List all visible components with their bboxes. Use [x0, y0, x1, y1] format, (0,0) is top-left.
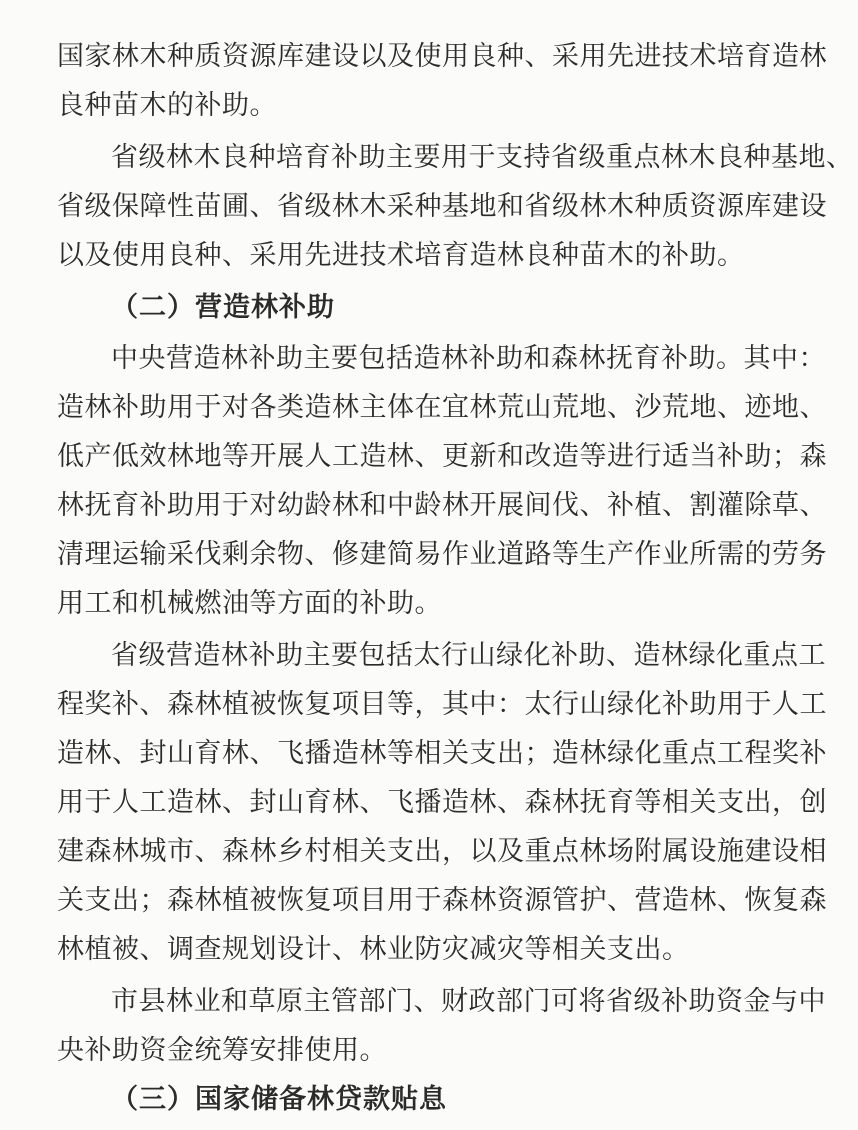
body-text-line: 关支出；森林植被恢复项目用于森林资源管护、营造林、恢复森	[57, 885, 827, 916]
section-heading: （二）营造林补助	[111, 292, 335, 323]
body-text-line: 程奖补、森林植被恢复项目等，其中：太行山绿化补助用于人工	[57, 689, 827, 720]
body-text-line: 建森林城市、森林乡村相关支出，以及重点林场附属设施建设相	[57, 836, 827, 867]
body-text-line: 用于人工造林、封山育林、飞播造林、森林抚育等相关支出，创	[57, 787, 827, 818]
section-heading: （三）国家储备林贷款贴息	[111, 1084, 447, 1115]
body-text-line: 低产低效林地等开展人工造林、更新和改造等进行适当补助；森	[57, 441, 827, 472]
paragraph-first-line: 中央营造林补助主要包括造林补助和森林抚育补助。其中：	[111, 343, 826, 374]
body-text-line: 省级保障性苗圃、省级林木采种基地和省级林木种质资源库建设	[57, 191, 827, 222]
body-text-line: 林植被、调查规划设计、林业防灾减灾等相关支出。	[57, 934, 690, 965]
body-text-line: 清理运输采伐剩余物、修建简易作业道路等生产作业所需的劳务	[57, 539, 827, 570]
body-text-line: 林抚育补助用于对幼龄林和中龄林开展间伐、补植、割灌除草、	[57, 490, 827, 521]
body-text-line: 国家林木种质资源库建设以及使用良种、采用先进技术培育造林	[57, 41, 827, 72]
paragraph-first-line: 省级林木良种培育补助主要用于支持省级重点林木良种基地、	[111, 142, 854, 173]
body-text-line: 央补助资金统筹安排使用。	[57, 1035, 387, 1066]
paragraph-first-line: 省级营造林补助主要包括太行山绿化补助、造林绿化重点工	[111, 640, 826, 671]
paragraph-first-line: 市县林业和草原主管部门、财政部门可将省级补助资金与中	[111, 986, 826, 1017]
body-text-line: 造林补助用于对各类造林主体在宜林荒山荒地、沙荒地、迹地、	[57, 392, 827, 423]
body-text-line: 造林、封山育林、飞播造林等相关支出；造林绿化重点工程奖补	[57, 738, 827, 769]
body-text-line: 良种苗木的补助。	[57, 90, 277, 121]
body-text-line: 用工和机械燃油等方面的补助。	[57, 588, 442, 619]
body-text-line: 以及使用良种、采用先进技术培育造林良种苗木的补助。	[57, 240, 745, 271]
